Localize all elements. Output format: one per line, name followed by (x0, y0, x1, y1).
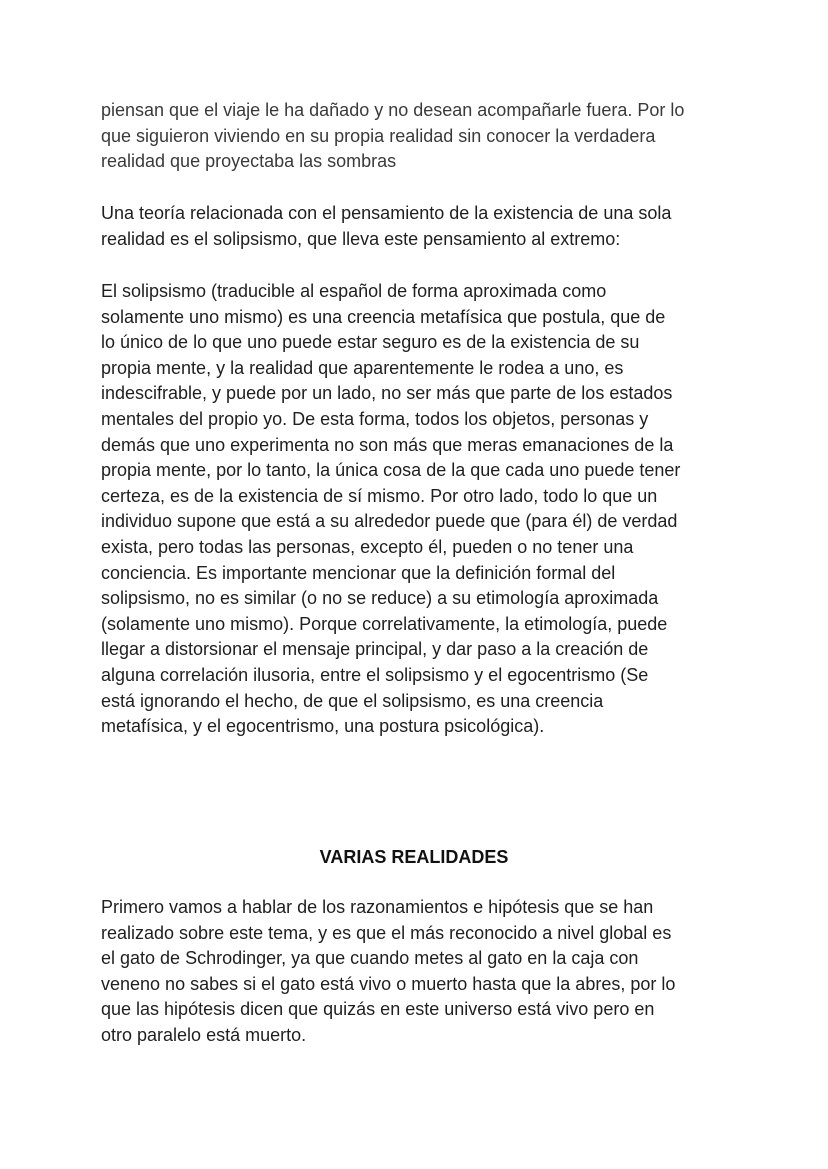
text-line: exista, pero todas las personas, excepto él, pueden o no tener una (101, 536, 634, 557)
text-line: realidad que proyectaba las sombras (101, 151, 397, 172)
text-line: realidad es el solipsismo, que lleva este pensamiento al extremo: (101, 228, 621, 249)
text-line: que siguieron viviendo en su propia realidad sin conocer la verdadera (101, 125, 656, 146)
text-line: individuo supone que está a su alrededor puede que (para él) de verdad (101, 511, 678, 532)
text-line: lo único de lo que uno puede estar seguro es de la existencia de su (101, 332, 640, 353)
text-line: está ignorando el hecho, de que el solipsismo, es una creencia (101, 690, 604, 711)
text-line: mentales del propio yo. De esta forma, todos los objetos, personas y (101, 408, 649, 429)
text-line: conciencia. Es importante mencionar que la definición formal del (101, 562, 616, 583)
text-line: solipsismo, no es similar (o no se reduce) a su etimología aproximada (101, 588, 659, 609)
paragraph-solipsism-definition (101, 279, 741, 740)
text-line: demás que uno experimenta no son más que meras emanaciones de la (101, 434, 674, 455)
text-line: (solamente uno mismo). Porque correlativamente, la etimología, puede (101, 613, 668, 634)
text-line: indescifrable, y puede por un lado, no ser más que parte de los estados (101, 383, 673, 404)
text-line: que las hipótesis dicen que quizás en este universo está vivo pero en (101, 999, 655, 1020)
text-line: propia mente, y la realidad que aparentemente le rodea a uno, es (101, 357, 624, 378)
text-line: Primero vamos a hablar de los razonamientos e hipótesis que se han (101, 897, 654, 917)
paragraph-cave-allegory-ending (101, 98, 741, 175)
text-line: realizado sobre este tema, y es que el más reconocido a nivel global es (101, 922, 672, 943)
text-line: piensan que el viaje le ha dañado y no desean acompañarle fuera. Por lo (101, 100, 685, 120)
text-line: llegar a distorsionar el mensaje principal, y dar paso a la creación de (101, 639, 649, 660)
text-line: certeza, es de la existencia de sí mismo. Por otro lado, todo lo que un (101, 485, 658, 506)
text-line: veneno no sabes si el gato está vivo o muerto hasta que la abres, por lo (101, 973, 676, 994)
text-line: propia mente, por lo tanto, la única cosa de la que cada uno puede tener (101, 460, 681, 481)
text-line: metafísica, y el egocentrismo, una postura psicológica). (101, 716, 545, 737)
section-heading: VARIAS REALIDADES (319, 847, 509, 867)
paragraph-multiple-realities (101, 895, 741, 1049)
text-line: otro paralelo está muerto. (101, 1024, 307, 1045)
text-line: el gato de Schrodinger, ya que cuando metes al gato en la caja con (101, 948, 639, 969)
text-line: alguna correlación ilusoria, entre el solipsismo y el egocentrismo (Se (101, 664, 649, 685)
text-line: El solipsismo (traducible al español de forma aproximada como (101, 281, 607, 301)
paragraph-solipsism-intro (101, 201, 741, 252)
text-line: solamente uno mismo) es una creencia metafísica que postula, que de (101, 306, 666, 327)
text-line: Una teoría relacionada con el pensamiento de la existencia de una sola (101, 203, 672, 223)
